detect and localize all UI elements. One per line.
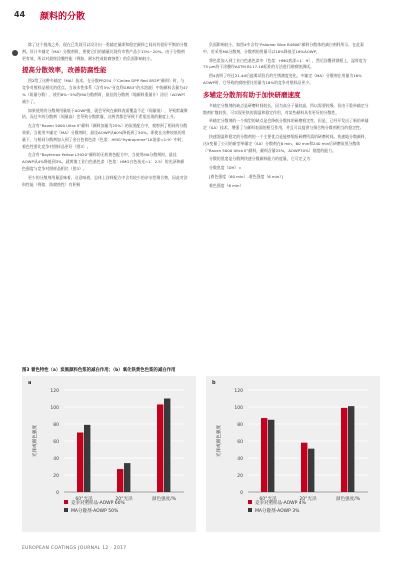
x-tick-label: 颜色强度/% — [335, 497, 361, 502]
body-paragraph: 快速润湿和稳定的分散剂的一个主要优点是能够缩短研磨所需的研磨时间。快速地分散颜料，这5变量了公司的新型单辅定（SA）分散剂在6 min、60 min和240 min后研磨炭黑分散体（“Raven 5000 Ultra II”颜料，颜料含量25%，AOWP70%）细度的能力。 — [203, 133, 369, 153]
y-tick-label: 60 — [53, 440, 59, 445]
y-tick-label: 20 — [237, 474, 243, 479]
bar-series-2 — [348, 406, 354, 492]
body-paragraph: 多辅定分散剂的缺点是研磨时间较长，因为高分子量较高，所以需要较慢。但由于重单辅定分散剂扩散较快，可实现更快的润湿和稳定作用，对某些颜料具有更好的分散性。 — [203, 102, 369, 115]
formula-line: 分散黑度（DH）= — [209, 165, 242, 171]
x-tick-label: 60°光泽 — [75, 497, 93, 502]
section-heading: 多辅定分散剂有助于加快研磨速度 — [203, 90, 301, 99]
body-paragraph: 在含有“Bayferrox Yellow L3920”颜料的无机黄色配方中，当使用MA分散剂时，最佳AOWP从4%降低到3%。就黄填工业白色基色漆（色浆：HMG白色丝光=1：2.5）的光泽和颜色强度与竞争对照样品相比（图3）。 — [22, 152, 185, 171]
formula-line: [着色强度（60 min）-着色强度（6 min）] — [209, 173, 283, 179]
y-tick-label: 80 — [53, 423, 59, 428]
body-paragraph: 图2给了这种多辅定（MA）技术，在分散PR254（“Cinilex DPP Red SR2P”颜料）时，与竞争对照样品相比的优点。当该木性体系（含有5%“亚克利GR83”的水溶液）中的颜料含量为47 %（质量分数），使用6%~5%的MA分散剂时，最佳的分散剂（缩颜料重量计）涂层（AOWP）减少了。 — [22, 78, 188, 104]
body-paragraph: 图4表明了经过21.4d后盐雾试验后的生锈测度变化。多辅定（MA）分散剂在用量为16% AOWP时，它导致的腐蚀要比用量为18%的竞争对照样品更少。 — [203, 73, 362, 85]
article-left-column — [22, 42, 188, 190]
legend-label: 竞争对照样品-AOWP 4% — [255, 501, 306, 506]
bar-series-1 — [261, 418, 267, 492]
legend-swatch — [64, 508, 68, 512]
y-tick-label: 0 — [240, 491, 243, 496]
legend-swatch — [64, 500, 68, 504]
bullet-marker — [12, 50, 18, 56]
bar-series-1 — [77, 433, 83, 493]
bar-series-1 — [157, 404, 163, 492]
y-tick-label: 40 — [237, 457, 243, 462]
panel-label-a: a — [28, 380, 32, 386]
body-paragraph: 更少的分散剂用量意味着，这意味着，总体上涂料配方中含有较少的亲水性聚合物，因此对涂料性能（例如，防腐蚀性）有积极 — [22, 174, 188, 187]
chart-panel-a — [22, 376, 196, 532]
x-tick-label: 20°光泽 — [115, 497, 133, 502]
bar-series-2 — [164, 399, 170, 493]
bar-series-1 — [341, 408, 347, 492]
chart-panel-b — [206, 376, 380, 532]
x-tick-label: 20°光泽 — [299, 497, 317, 502]
bar-series-2 — [268, 420, 274, 492]
legend-label: MA分散剂-AOWP 50% — [71, 509, 119, 514]
page-number: 44 — [14, 10, 26, 19]
bar-chart-a — [22, 376, 196, 532]
body-paragraph: 除了这个挑战之外，现在已发现可以设计出一类辅定量即和稳定颜料之间具有很好平衡的分散剂。设计多辅定（MA）分散剂时，要使它们的辅量比现有市售产品少15%~20%。由于分散剂更有效，所以对最终涂膜性能（例如，耐水性或防腐蚀性）的负面影响较小。 — [22, 42, 188, 61]
body-paragraph: 在含有“Raven 5000 Ultra II”颜料（颜料加量为25%）的炭黑配方中，观察到了相同的分散效果。当使用多辅定（MA）分散剂时，最佳AOWP从60%降低到了50%。即使在这种较低的用量下，与相同分散剂加入到了金白色着色漆（色浆：HMG“Hydroprime”1K油漆=1:9）中时，着色性要比竞争对照样品更好（图3）。 — [22, 123, 188, 149]
article-right-column — [203, 42, 369, 192]
y-tick-label: 120 — [234, 389, 243, 394]
y-tick-label: 40 — [53, 457, 59, 462]
x-tick-label: 60°光泽 — [259, 497, 277, 502]
bar-series-2 — [84, 425, 90, 492]
body-paragraph: 负面影响较小，如图4中含有“Palomar Blue B4806”颜料分散体的减白剂样所示，在此案中，若采用MA分散剂，分散剂的用量可以18%降低至16%AOWP。 — [203, 42, 364, 54]
body-paragraph: 将色浆加入到工业白色基色漆中（色浆：HMG底漆=1：9），然后涂覆到钢板上，湿厚度为75 μm的干涂膜经ASTM B117.16标准的方法进行耐腐蚀测试。 — [203, 57, 367, 70]
legend-label: MA分散剂-AOWP 3% — [255, 509, 300, 514]
bar-series-1 — [117, 469, 123, 492]
legend-swatch — [248, 508, 252, 512]
y-tick-label: 20 — [53, 474, 59, 479]
body-paragraph: 分散的黑度是分散剂快速分散颜料能力的度量，它可定义为： — [209, 156, 315, 162]
y-tick-label: 120 — [50, 389, 59, 394]
y-axis-label: 光泽或颜色强度 — [217, 424, 222, 458]
bar-series-1 — [301, 443, 307, 492]
bar-series-2 — [124, 463, 130, 492]
figure-caption: 图3 着色特性（a）炭黑颜料色浆的减白作用；（b）氧化铁黄色色浆的减白作用 — [22, 368, 176, 373]
y-axis-label: 光泽或颜色强度 — [33, 424, 38, 458]
section-title: 颜料的分散 — [40, 12, 86, 22]
y-tick-label: 100 — [234, 406, 243, 411]
y-tick-label: 60 — [237, 440, 243, 445]
body-paragraph: 单辅定分散剂的一个典型的缺点是会降低分散体的研磨稳定性，但是，已经开发出了新的单辅定（SA）技术，增强了与颜料表面的相互作用，并且可以提供与聚合物分散剂相当的稳定性。 — [203, 118, 369, 131]
bar-chart-b — [206, 376, 380, 532]
body-paragraph: 如果使用的分散剂用量低于AOWP值，就会导致在颜料表面覆盖不足（间量低），导致絮凝聚结、而过多的分散剂（间量高）会导致分散絮凝，这两者都会导致不希望出现的黏度上升。 — [22, 107, 188, 120]
y-tick-label: 80 — [237, 423, 243, 428]
x-tick-label: 颜色强度/% — [151, 497, 177, 502]
legend-swatch — [248, 500, 252, 504]
bar-series-2 — [308, 449, 314, 492]
section-heading: 提高分散效率，改善防腐性能 — [22, 66, 107, 75]
y-tick-label: 100 — [50, 406, 59, 411]
footer-journal: EUROPEAN COATINGS JOURNAL 12 · 2017 — [22, 546, 127, 551]
y-tick-label: 0 — [56, 491, 59, 496]
panel-label-b: b — [212, 380, 216, 386]
legend-label: 竞争对照样品-AOWP 60% — [71, 501, 125, 506]
formula-line: 着色强度（6 min） — [209, 182, 244, 188]
